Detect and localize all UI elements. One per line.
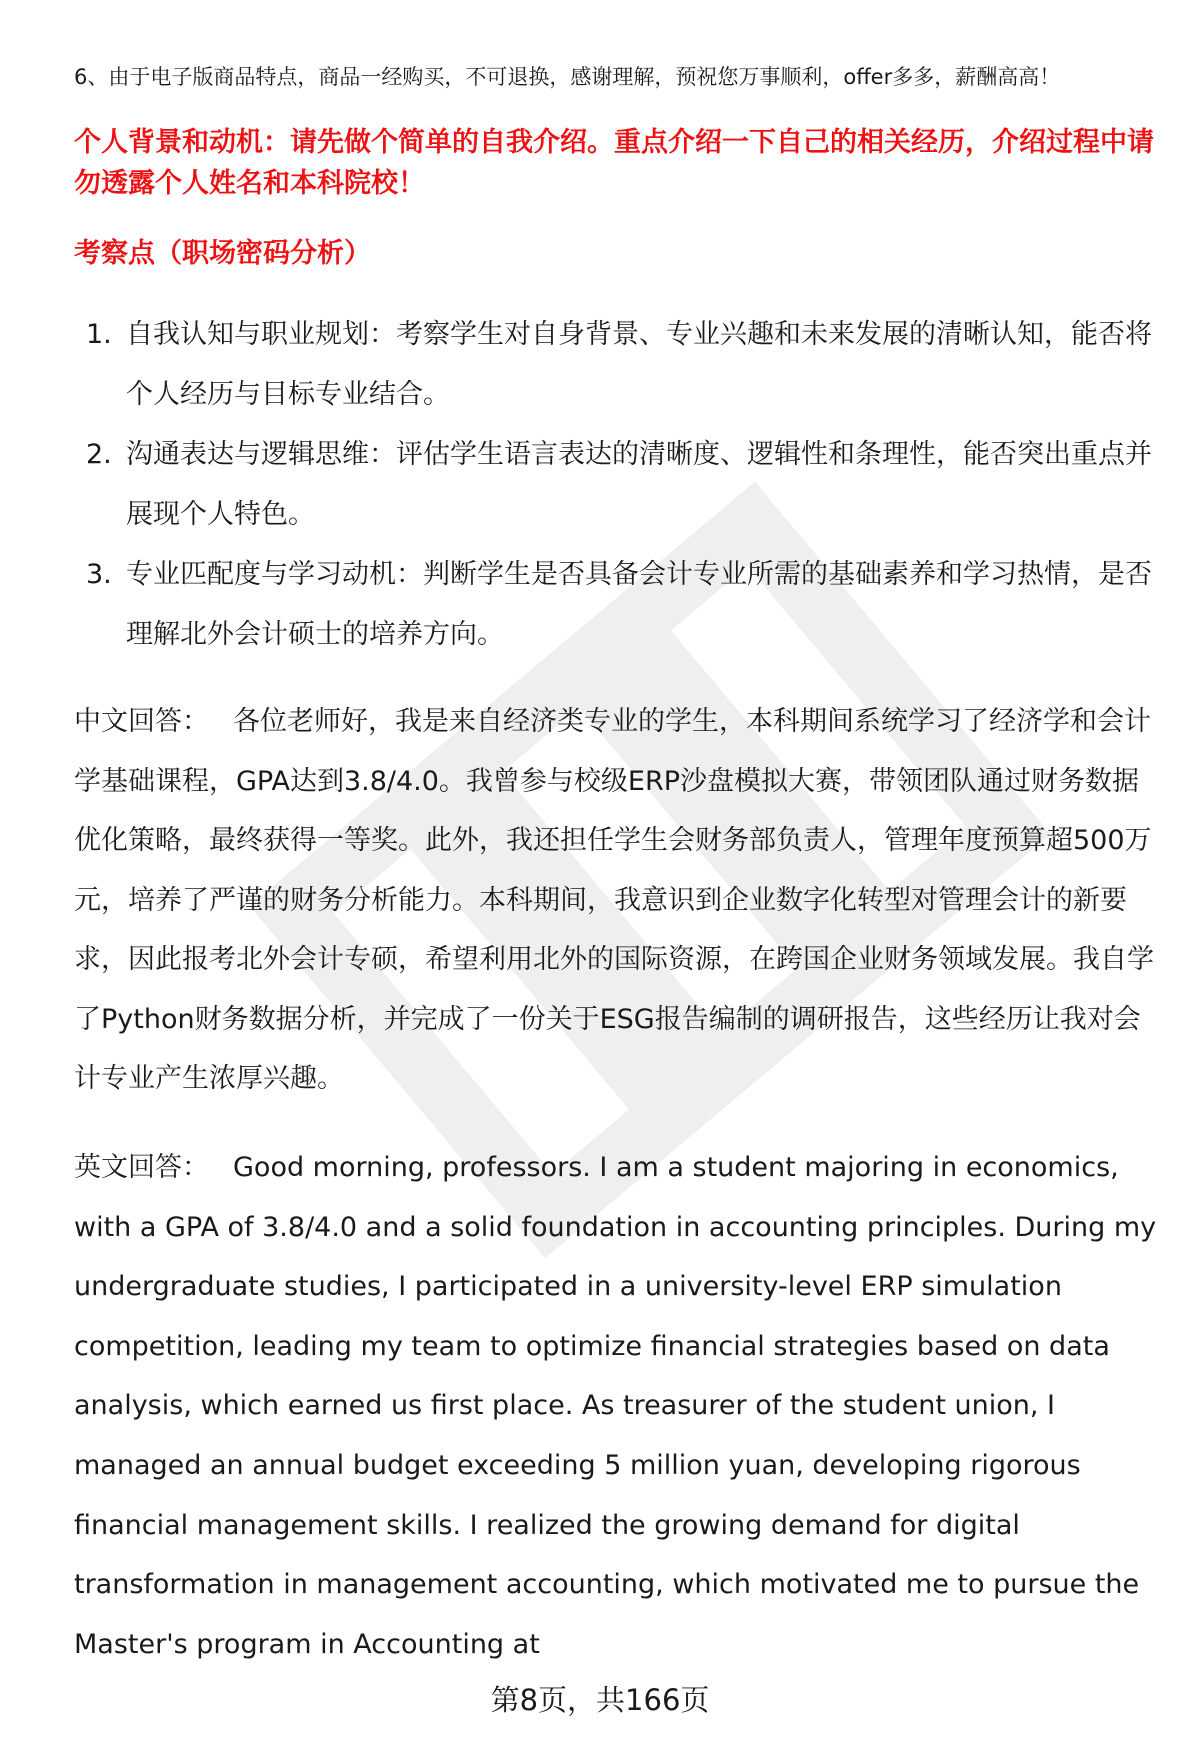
assessment-title: 考察点（职场密码分析） — [74, 238, 371, 269]
assessment-point — [86, 545, 1166, 665]
english-answer-label: 英文回答： — [74, 1152, 209, 1183]
point-number: 3. — [86, 559, 112, 590]
point-number: 2. — [86, 439, 112, 470]
chinese-answer — [74, 692, 1164, 1109]
point-text: 自我认知与职业规划：考察学生对自身背景、专业兴趣和未来发展的清晰认知，能否将个人经历与目标专业结合。 — [126, 319, 1152, 410]
purchase-notice: 6、由于电子版商品特点，商品一经购买，不可退换，感谢理解，预祝您万事顺利，offer多多，薪酬高高！ — [74, 65, 1061, 89]
assessment-point — [86, 425, 1166, 545]
point-text: 专业匹配度与学习动机：判断学生是否具备会计专业所需的基础素养和学习热情，是否理解北外会计硕士的培养方向。 — [126, 559, 1152, 650]
english-answer — [74, 1138, 1164, 1674]
point-text: 沟通表达与逻辑思维：评估学生语言表达的清晰度、逻辑性和条理性，能否突出重点并展现个人特色。 — [126, 439, 1152, 530]
interview-question: 个人背景和动机：请先做个简单的自我介绍。重点介绍一下自己的相关经历，介绍过程中请勿透露个人姓名和本科院校！ — [74, 127, 1154, 199]
chinese-answer-text: 各位老师好，我是来自经济类专业的学生，本科期间系统学习了经济学和会计学基础课程，GPA达到3.8/4.0。我曾参与校级ERP沙盘模拟大赛，带领团队通过财务数据优化策略，最终获得一等奖。此外，我还担任学生会财务部负责人，管理年度预算超500万元，培养了严谨的财务分析能力。本科期间，我意识到企业数字化转型对管理会计的新要求，因此报考北外会计专硕，希望利用北外的国际资源，在跨国企业财务领域发展。我自学了Python财务数据分析，并完成了一份关于ESG报告编制的调研报告，这些经历让我对会计专业产生浓厚兴趣。 — [74, 706, 1154, 1094]
english-answer-text: Good morning, professors. I am a student majoring in economics, with a GPA of 3.8/4.0 and a solid foundation in accounting principles. During my undergraduate studies, I participated in a university-level ERP simulation competition, leading my team to optimize financial strategies based on data analysis, which earned us first place. As treasurer of the student union, I managed an annual budget exceeding 5 million yuan, developing rigorous financial management skills. I realized the growing demand for digital transformation in management accounting, which motivated me to pursue the Master's program in Accounting at — [74, 1152, 1157, 1660]
chinese-answer-label: 中文回答： — [74, 706, 209, 737]
assessment-points-list — [86, 305, 1166, 665]
point-number: 1. — [86, 319, 112, 350]
assessment-point — [86, 305, 1166, 425]
page-footer: 第8页，共166页 — [490, 1683, 710, 1717]
